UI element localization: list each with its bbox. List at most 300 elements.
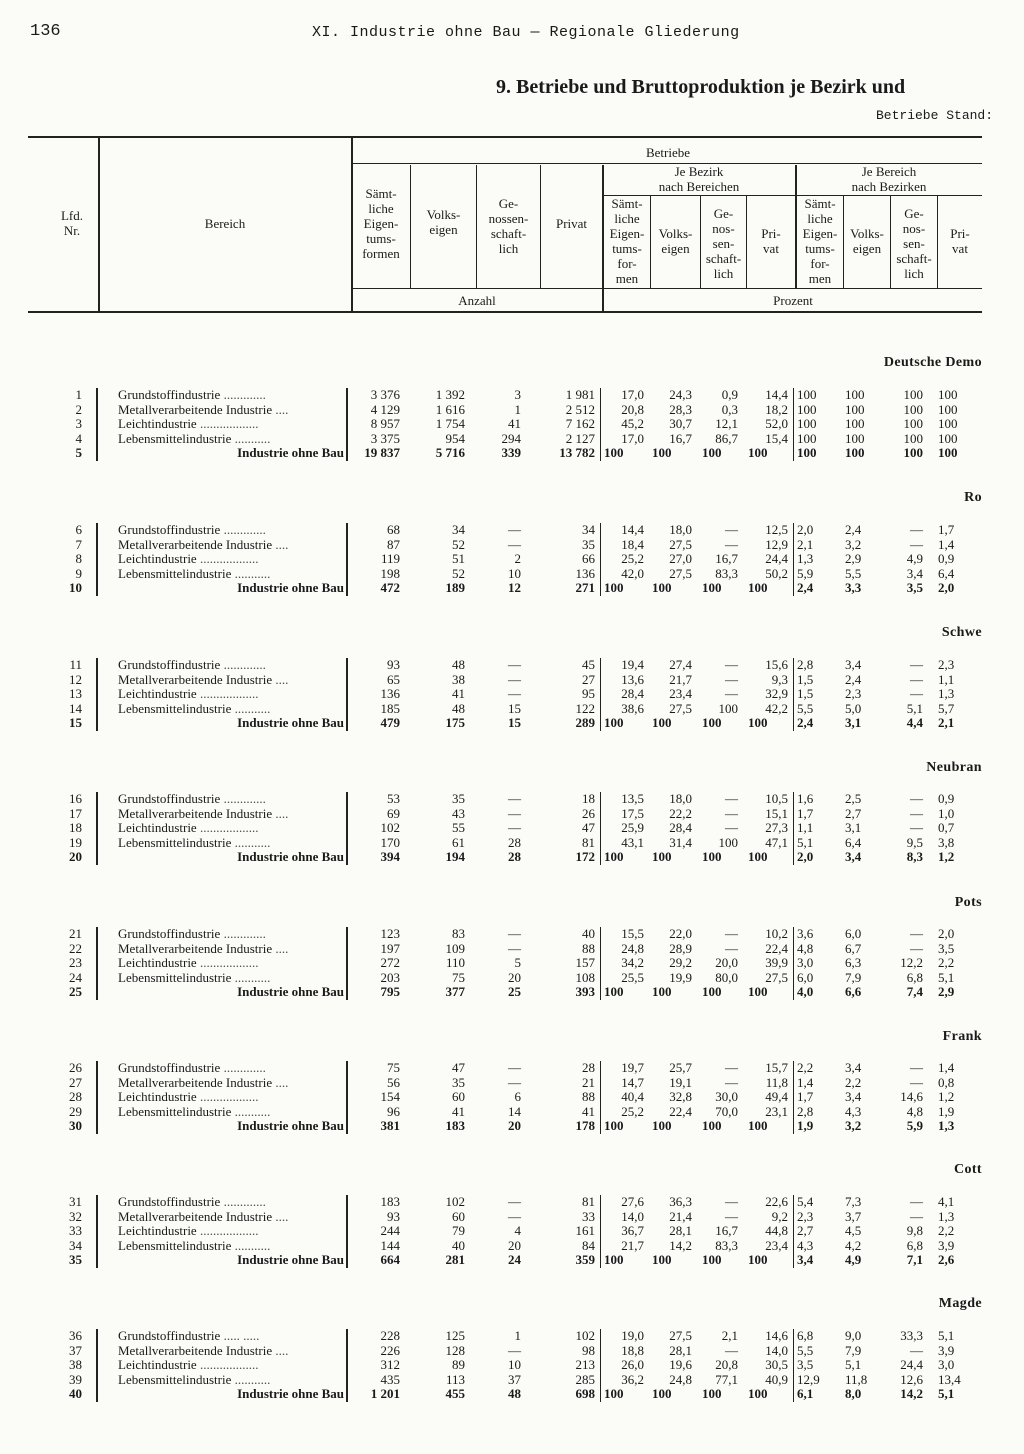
cell-col-11: — [910, 1074, 923, 1090]
row-bereich [118, 942, 344, 957]
row-bereich [118, 1224, 344, 1239]
cell-col-10: 3,1 [845, 715, 862, 730]
cell-col-7: 100 [702, 849, 722, 864]
cell-col-10: 11,8 [845, 1371, 868, 1387]
cell-col-1: 1 201 [370, 1386, 400, 1401]
cell-col-6: 28,1 [669, 1342, 692, 1358]
cell-col-6: 100 [652, 1118, 672, 1133]
cell-col-11: 4,9 [906, 551, 923, 566]
cell-col-6: 27,5 [669, 700, 692, 716]
cell-col-10: 5,5 [845, 565, 862, 581]
cell-col-2: 55 [452, 820, 465, 835]
row-bereich [118, 1344, 344, 1359]
cell-col-1: 123 [380, 926, 400, 941]
cell-col-11: — [910, 522, 923, 537]
table-total-row [0, 985, 1024, 1000]
cell-col-6: 100 [652, 1252, 672, 1267]
row-number: 29 [69, 1103, 82, 1119]
row-number: 32 [69, 1208, 82, 1224]
row-bereich [118, 985, 344, 1000]
cell-col-1: 198 [380, 565, 400, 581]
row-leader-dots: .... [272, 806, 289, 821]
cell-col-5: 14,4 [621, 522, 644, 537]
cell-col-1: 154 [380, 1089, 400, 1104]
cell-col-12: 1,2 [938, 849, 955, 864]
region-label: Neubran [926, 760, 982, 775]
cell-col-10: 3,3 [845, 580, 862, 595]
region-label: Magde [938, 1296, 982, 1311]
cell-col-12: 5,1 [938, 1386, 955, 1401]
region-label: Frank [942, 1029, 982, 1044]
cell-col-8: 15,4 [765, 430, 788, 446]
cell-col-8: 23,4 [765, 1237, 788, 1253]
cell-col-2: 41 [452, 1103, 465, 1119]
cell-col-5: 21,7 [621, 1237, 644, 1253]
cell-col-6: 27,0 [669, 551, 692, 566]
cell-col-2: 194 [445, 849, 465, 864]
cell-col-1: 102 [380, 820, 400, 835]
table-row [0, 403, 1024, 418]
row-bereich [118, 821, 344, 836]
row-number: 1 [75, 387, 82, 402]
row-bereich [118, 1195, 344, 1210]
cell-col-8: 22,4 [765, 940, 788, 956]
table-row [0, 1210, 1024, 1225]
row-number: 40 [69, 1386, 82, 1401]
row-bereich-label: Grundstoffindustrie [118, 658, 221, 672]
cell-col-6: 23,4 [669, 686, 692, 701]
cell-col-11: — [910, 686, 923, 701]
cell-col-11: — [910, 1208, 923, 1224]
cell-col-5: 25,5 [621, 969, 644, 985]
cell-col-5: 13,5 [621, 791, 644, 806]
row-bereich-label: Leichtindustrie [118, 1358, 197, 1372]
cell-col-9: 1,5 [797, 686, 814, 701]
cell-col-9: 1,7 [797, 1089, 814, 1104]
cell-col-8: 44,8 [765, 1223, 788, 1238]
cell-col-12: 100 [938, 445, 958, 460]
cell-col-3: — [508, 926, 521, 941]
cell-col-2: 954 [445, 430, 465, 446]
cell-col-5: 100 [604, 580, 624, 595]
cell-col-3: 20 [508, 1118, 521, 1133]
cell-col-12: 2,6 [938, 1252, 955, 1267]
cell-col-12: 1,4 [938, 536, 955, 552]
cell-col-8: 11,8 [765, 1074, 788, 1090]
cell-col-1: 19 837 [364, 445, 400, 460]
row-leader-dots: .................. [196, 552, 259, 566]
cell-col-11: 33,3 [900, 1328, 923, 1343]
cell-col-6: 100 [652, 984, 672, 999]
running-head: XI. Industrie ohne Bau — Regionale Gliederung [312, 24, 740, 41]
cell-col-6: 19,1 [669, 1074, 692, 1090]
cell-col-12: 2,2 [938, 1223, 955, 1238]
cell-col-10: 6,7 [845, 940, 862, 956]
cell-col-5: 17,0 [621, 387, 644, 402]
cell-col-1: 394 [380, 849, 400, 864]
cell-col-2: 47 [452, 1060, 465, 1075]
cell-col-4: 359 [575, 1252, 595, 1267]
cell-col-2: 183 [445, 1118, 465, 1133]
cell-col-6: 29,2 [669, 955, 692, 970]
row-number: 38 [69, 1357, 82, 1372]
cell-col-1: 664 [380, 1252, 400, 1267]
table-row [0, 1076, 1024, 1091]
cell-col-3: — [508, 805, 521, 821]
cell-col-2: 52 [452, 565, 465, 581]
row-bereich [118, 581, 344, 596]
table-row [0, 1061, 1024, 1076]
cell-col-7: — [725, 791, 738, 806]
cell-col-12: 3,8 [938, 834, 955, 850]
cell-col-12: 2,3 [938, 657, 955, 672]
cell-col-6: 100 [652, 445, 672, 460]
cell-col-12: 100 [938, 387, 958, 402]
cell-col-8: 27,3 [765, 820, 788, 835]
cell-col-8: 30,5 [765, 1357, 788, 1372]
cell-col-6: 18,0 [669, 522, 692, 537]
cell-col-3: 15 [508, 700, 521, 716]
cell-col-1: 144 [380, 1237, 400, 1253]
cell-col-1: 244 [380, 1223, 400, 1238]
cell-col-4: 26 [582, 805, 595, 821]
cell-col-4: 81 [582, 1194, 595, 1209]
cell-col-8: 9,2 [771, 1208, 788, 1224]
cell-col-6: 100 [652, 580, 672, 595]
cell-col-4: 1 981 [565, 387, 595, 402]
cell-col-10: 6,4 [845, 834, 862, 850]
cell-col-4: 285 [575, 1371, 595, 1387]
cell-col-10: 2,4 [845, 671, 862, 687]
header-anzahl: Anzahl [458, 293, 496, 308]
cell-col-4: 18 [582, 791, 595, 806]
table-row [0, 821, 1024, 836]
cell-col-9: 4,8 [797, 940, 814, 956]
cell-col-5: 15,5 [621, 926, 644, 941]
cell-col-8: 14,0 [765, 1342, 788, 1358]
cell-col-8: 47,1 [765, 834, 788, 850]
cell-col-2: 125 [445, 1328, 465, 1343]
cell-col-12: 0,7 [938, 820, 955, 835]
header-sub-genossenschaftlich-2: Ge- nos- sen- schaft- lich [896, 206, 932, 281]
row-number: 31 [69, 1194, 82, 1209]
cell-col-5: 100 [604, 1386, 624, 1401]
row-number: 10 [69, 580, 82, 595]
cell-col-7: 0,9 [721, 387, 738, 402]
header-bottom-rule [28, 311, 982, 313]
cell-col-8: 100 [748, 715, 768, 730]
cell-col-2: 281 [445, 1252, 465, 1267]
cell-col-1: 8 957 [370, 416, 400, 431]
row-bereich-label: Industrie ohne Bau [237, 1387, 344, 1401]
cell-col-4: 66 [582, 551, 595, 566]
cell-col-6: 24,3 [669, 387, 692, 402]
row-bereich-label: Leichtindustrie [118, 1090, 197, 1104]
cell-col-5: 17,0 [621, 430, 644, 446]
cell-col-4: 2 512 [565, 401, 595, 417]
row-bereich-label: Grundstoffindustrie [118, 1329, 221, 1343]
cell-col-6: 27,5 [669, 1328, 692, 1343]
cell-col-10: 6,3 [845, 955, 862, 970]
row-bereich [118, 1253, 344, 1268]
cell-col-10: 5,1 [845, 1357, 862, 1372]
row-number: 30 [69, 1118, 82, 1133]
cell-col-7: 20,8 [715, 1357, 738, 1372]
cell-col-2: 102 [445, 1194, 465, 1209]
cell-col-12: 13,4 [938, 1371, 961, 1387]
cell-col-6: 27,5 [669, 536, 692, 552]
cell-col-2: 1 754 [435, 416, 465, 431]
cell-col-4: 122 [575, 700, 595, 716]
cell-col-6: 25,7 [669, 1060, 692, 1075]
row-bereich-label: Lebensmittelindustrie [118, 701, 232, 716]
header-je-bezirk: Je Bezirk nach Bereichen [658, 164, 740, 194]
cell-col-6: 28,9 [669, 940, 692, 956]
cell-col-11: 12,2 [900, 955, 923, 970]
cell-col-8: 22,6 [765, 1194, 788, 1209]
cell-col-9: 12,9 [797, 1371, 820, 1387]
cell-col-10: 5,0 [845, 700, 862, 716]
cell-col-1: 53 [387, 791, 400, 806]
row-leader-dots: .... [272, 1343, 289, 1358]
cell-col-2: 1 616 [435, 401, 465, 417]
cell-col-1: 119 [380, 551, 400, 566]
row-leader-dots: ............. [220, 388, 266, 402]
row-bereich [118, 836, 344, 851]
cell-col-12: 1,2 [938, 1089, 955, 1104]
cell-col-10: 4,3 [845, 1103, 862, 1119]
cell-col-8: 14,4 [765, 387, 788, 402]
cell-col-6: 19,9 [669, 969, 692, 985]
cell-col-9: 100 [797, 401, 817, 417]
row-number: 36 [69, 1328, 82, 1343]
row-bereich-label: Leichtindustrie [118, 821, 197, 835]
cell-col-12: 0,9 [938, 551, 955, 566]
row-leader-dots: .................. [196, 821, 259, 835]
row-bereich-label: Leichtindustrie [118, 687, 197, 701]
cell-col-3: 10 [508, 1357, 521, 1372]
cell-col-5: 42,0 [621, 565, 644, 581]
cell-col-9: 4,0 [797, 984, 814, 999]
row-bereich [118, 956, 344, 971]
cell-col-8: 100 [748, 849, 768, 864]
cell-col-2: 110 [445, 955, 465, 970]
cell-col-12: 1,7 [938, 522, 955, 537]
cell-col-5: 26,0 [621, 1357, 644, 1372]
cell-col-9: 6,1 [797, 1386, 814, 1401]
row-bereich-label: Industrie ohne Bau [237, 850, 344, 864]
cell-col-12: 6,4 [938, 565, 955, 581]
row-number: 26 [69, 1060, 82, 1075]
cell-col-9: 2,0 [797, 522, 814, 537]
cell-col-7: 100 [702, 715, 722, 730]
cell-col-3: 1 [514, 1328, 521, 1343]
header-sub-genossenschaftlich-1: Ge- nos- sen- schaft- lich [705, 206, 742, 281]
cell-col-2: 52 [452, 536, 465, 552]
cell-col-1: 4 129 [370, 401, 400, 417]
cell-col-1: 96 [387, 1103, 400, 1119]
cell-col-3: — [508, 1194, 521, 1209]
cell-col-4: 178 [575, 1118, 595, 1133]
row-bereich-label: Metallverarbeitende Industrie [118, 941, 273, 956]
cell-col-2: 35 [452, 791, 465, 806]
cell-col-3: 5 [514, 955, 521, 970]
table-row [0, 836, 1024, 851]
cell-col-9: 2,8 [797, 1103, 814, 1119]
cell-col-11: 3,4 [906, 565, 923, 581]
cell-col-2: 79 [452, 1223, 465, 1238]
cell-col-12: 1,4 [938, 1060, 955, 1075]
table-row [0, 673, 1024, 688]
cell-col-9: 5,5 [797, 700, 814, 716]
cell-col-5: 36,7 [621, 1223, 644, 1238]
cell-col-9: 3,4 [797, 1252, 814, 1267]
cell-col-2: 40 [452, 1237, 465, 1253]
table-total-row [0, 850, 1024, 865]
cell-col-9: 5,4 [797, 1194, 814, 1209]
cell-col-2: 60 [452, 1208, 465, 1224]
region-label: Pots [954, 895, 982, 910]
row-number: 24 [69, 969, 82, 985]
row-bereich [118, 971, 344, 986]
row-number: 15 [69, 715, 82, 730]
cell-col-11: — [910, 820, 923, 835]
cell-col-8: 100 [748, 1386, 768, 1401]
cell-col-10: 3,4 [845, 1089, 862, 1104]
cell-col-2: 75 [452, 969, 465, 985]
row-leader-dots: ........... [231, 1372, 271, 1387]
cell-col-8: 100 [748, 580, 768, 595]
cell-col-2: 113 [445, 1371, 465, 1387]
cell-col-3: 10 [508, 565, 521, 581]
table-row [0, 1329, 1024, 1344]
cell-col-6: 28,1 [669, 1223, 692, 1238]
row-bereich-label: Metallverarbeitende Industrie [118, 537, 273, 552]
cell-col-6: 36,3 [669, 1194, 692, 1209]
row-bereich [118, 850, 344, 865]
row-bereich [118, 927, 344, 942]
cell-col-9: 2,4 [797, 580, 814, 595]
table-row [0, 658, 1024, 673]
cell-col-1: 312 [380, 1357, 400, 1372]
region-label: Schwe [941, 625, 982, 640]
cell-col-1: 75 [387, 1060, 400, 1075]
row-bereich-label: Lebensmittelindustrie [118, 1238, 232, 1253]
cell-col-5: 25,2 [621, 551, 644, 566]
table-total-row [0, 581, 1024, 596]
row-leader-dots: .... [272, 672, 289, 687]
cell-col-12: 1,1 [938, 671, 955, 687]
table-row [0, 417, 1024, 432]
cell-col-11: 4,8 [906, 1103, 923, 1119]
row-number: 17 [69, 805, 82, 821]
cell-col-9: 100 [797, 445, 817, 460]
cell-col-5: 14,0 [621, 1208, 644, 1224]
header-genossenschaftlich: Ge- nossen- schaft- lich [488, 196, 529, 256]
table-row [0, 1090, 1024, 1105]
row-leader-dots: ............. [220, 1195, 266, 1209]
row-leader-dots: .................. [196, 1358, 259, 1372]
cell-col-1: 3 375 [370, 430, 400, 446]
row-bereich-label: Leichtindustrie [118, 417, 197, 431]
region-label: Ro [964, 490, 982, 505]
cell-col-8: 32,9 [765, 686, 788, 701]
cell-col-4: 84 [582, 1237, 595, 1253]
cell-col-9: 1,9 [797, 1118, 814, 1133]
cell-col-4: 698 [575, 1386, 595, 1401]
cell-col-11: 5,1 [906, 700, 923, 716]
row-bereich-label: Industrie ohne Bau [237, 716, 344, 730]
row-leader-dots: ............. [220, 658, 266, 672]
row-bereich [118, 1387, 344, 1402]
row-bereich [118, 1329, 344, 1344]
cell-col-9: 1,3 [797, 551, 814, 566]
cell-col-1: 87 [387, 536, 400, 552]
cell-col-2: 48 [452, 657, 465, 672]
cell-col-3: 28 [508, 834, 521, 850]
header-sub-volkseigen-2: Volks- eigen [850, 226, 884, 256]
row-number: 21 [69, 926, 82, 941]
cell-col-3: 20 [508, 1237, 521, 1253]
row-leader-dots: ..... ..... [220, 1329, 260, 1343]
cell-col-12: 1,3 [938, 1208, 955, 1224]
cell-col-7: 80,0 [715, 969, 738, 985]
cell-col-12: 0,8 [938, 1074, 955, 1090]
cell-col-7: 100 [718, 834, 738, 850]
row-bereich-label: Lebensmittelindustrie [118, 1104, 232, 1119]
cell-col-6: 22,4 [669, 1103, 692, 1119]
cell-col-6: 21,4 [669, 1208, 692, 1224]
table-row [0, 1239, 1024, 1254]
cell-col-8: 15,1 [765, 805, 788, 821]
cell-col-6: 27,4 [669, 657, 692, 672]
page-number: 136 [30, 22, 61, 41]
cell-col-10: 3,4 [845, 657, 862, 672]
row-bereich-label: Metallverarbeitende Industrie [118, 1075, 273, 1090]
row-bereich [118, 1239, 344, 1254]
cell-col-12: 2,2 [938, 955, 955, 970]
table-total-row [0, 716, 1024, 731]
row-number: 13 [69, 686, 82, 701]
cell-col-5: 100 [604, 1252, 624, 1267]
cell-col-9: 100 [797, 430, 817, 446]
cell-col-9: 2,1 [797, 536, 814, 552]
cell-col-7: — [725, 1074, 738, 1090]
row-number: 12 [69, 671, 82, 687]
cell-col-3: 37 [508, 1371, 521, 1387]
cell-col-10: 2,2 [845, 1074, 862, 1090]
cell-col-7: — [725, 536, 738, 552]
row-bereich [118, 658, 344, 673]
cell-col-3: — [508, 1060, 521, 1075]
table-row [0, 702, 1024, 717]
cell-col-9: 6,0 [797, 969, 814, 985]
row-leader-dots: .................. [196, 1224, 259, 1238]
cell-col-4: 47 [582, 820, 595, 835]
cell-col-10: 2,7 [845, 805, 862, 821]
cell-col-10: 3,2 [845, 1118, 862, 1133]
cell-col-2: 60 [452, 1089, 465, 1104]
row-leader-dots: .... [272, 402, 289, 417]
row-bereich [118, 567, 344, 582]
cell-col-9: 2,8 [797, 657, 814, 672]
cell-col-12: 1,3 [938, 1118, 955, 1133]
cell-col-6: 100 [652, 715, 672, 730]
cell-col-3: 48 [508, 1386, 521, 1401]
cell-col-5: 100 [604, 849, 624, 864]
cell-col-10: 9,0 [845, 1328, 862, 1343]
cell-col-11: — [910, 926, 923, 941]
